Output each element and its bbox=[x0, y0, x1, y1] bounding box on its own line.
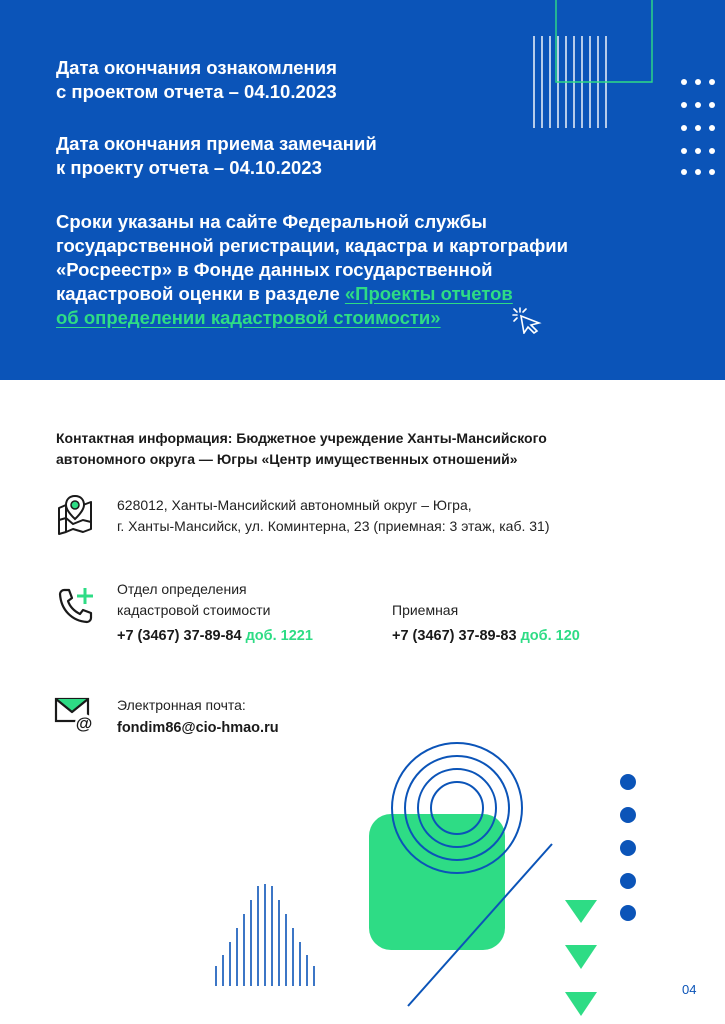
cursor-click-icon bbox=[510, 306, 546, 334]
rosreestr-notice: Сроки указаны на сайте Федеральной службы государственной регистрации, кадастра и картографии «Росреестр» в Фонде данных государственной кадастровой оценки в разделе «Проекты отчетов об определении кадастровой стоимости» bbox=[56, 211, 569, 328]
email-label: Электронная почта: bbox=[117, 697, 246, 713]
dept-extension: доб. 1221 bbox=[245, 628, 313, 644]
report-projects-link[interactable]: «Проекты отчетов bbox=[344, 283, 513, 304]
dept-phone[interactable]: +7 (3467) 37-89-84 доб. 1221 bbox=[117, 628, 313, 644]
report-projects-link-cont[interactable]: об определении кадастровой стоимости» bbox=[56, 307, 441, 328]
review-deadline: Дата окончания ознакомления с проектом отчета – 04.10.2023 bbox=[56, 57, 337, 102]
email-icon bbox=[54, 696, 98, 736]
dots-grid-decoration bbox=[676, 74, 720, 180]
hero-banner bbox=[0, 0, 725, 380]
reception-extension: доб. 120 bbox=[520, 628, 580, 644]
map-pin-icon bbox=[54, 494, 96, 536]
reception-label: Приемная bbox=[392, 602, 459, 618]
reception-phone[interactable]: +7 (3467) 37-89-83 доб. 120 bbox=[392, 628, 580, 644]
svg-text:@: @ bbox=[75, 714, 93, 733]
page-number: 04 bbox=[682, 982, 697, 997]
email-link[interactable]: fondim86@cio-hmao.ru bbox=[117, 720, 279, 736]
decorative-shapes bbox=[200, 720, 725, 1024]
contact-heading: Контактная информация: Бюджетное учреждение Ханты-Мансийского автономного округа — Югры «Центр имущественных отношений» bbox=[56, 430, 547, 467]
dept-label: Отдел определения кадастровой стоимости bbox=[117, 581, 271, 618]
address: 628012, Ханты-Мансийский автономный округ – Югра, г. Ханты-Мансийск, ул. Коминтерна, 23 (приемная: 3 этаж, каб. 31) bbox=[117, 497, 550, 534]
phone-plus-icon bbox=[54, 584, 100, 630]
comments-deadline: Дата окончания приема замечаний к проекту отчета – 04.10.2023 bbox=[56, 133, 377, 178]
